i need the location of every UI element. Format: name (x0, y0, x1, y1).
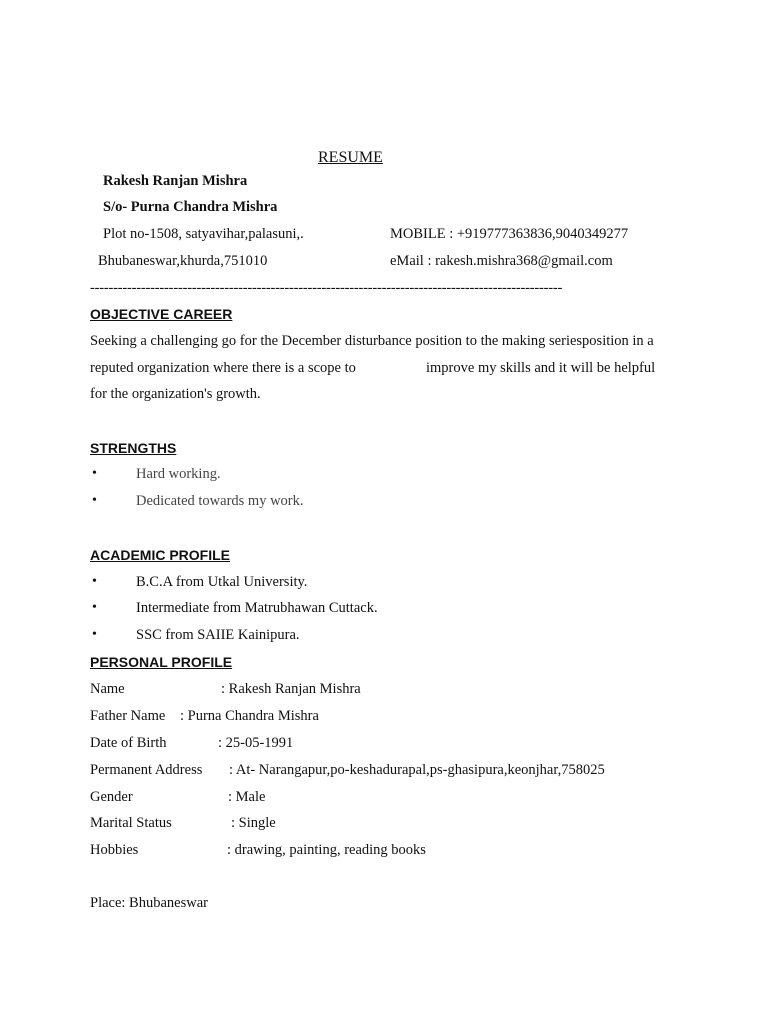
resume-title: RESUME (318, 149, 383, 166)
personal-value: : Purna Chandra Mishra (180, 708, 319, 724)
objective-line-3: for the organization's growth. (90, 386, 261, 402)
personal-label: Permanent Address (90, 762, 203, 778)
strength-item: Dedicated towards my work. (136, 493, 304, 509)
academic-item: SSC from SAIIE Kainipura. (136, 627, 300, 643)
objective-line-1: Seeking a challenging go for the December disturbance position to the making seriesposition in a (90, 333, 654, 349)
personal-value: : 25-05-1991 (218, 735, 294, 751)
strength-item: Hard working. (136, 466, 221, 482)
academic-heading: ACADEMIC PROFILE (90, 547, 230, 563)
personal-value: : At- Narangapur,po-keshadurapal,ps-ghasipura,keonjhar,758025 (229, 762, 605, 778)
objective-heading: OBJECTIVE CAREER (90, 306, 233, 322)
personal-heading: PERSONAL PROFILE (90, 654, 233, 670)
bullet-icon: • (92, 627, 97, 642)
personal-label: Date of Birth (90, 735, 167, 751)
personal-value: : Male (228, 789, 266, 805)
address-line-2: Bhubaneswar,khurda,751010 (98, 253, 268, 269)
bullet-icon: • (92, 574, 97, 589)
personal-value: : drawing, painting, reading books (227, 842, 426, 858)
candidate-name: Rakesh Ranjan Mishra (103, 173, 248, 189)
academic-item: B.C.A from Utkal University. (136, 574, 308, 590)
personal-label: Name (90, 681, 125, 697)
objective-line-2a: reputed organization where there is a scope to (90, 360, 356, 376)
personal-value: : Single (231, 815, 276, 831)
email-address: eMail : rakesh.mishra368@gmail.com (390, 253, 613, 269)
objective-line-2b: improve my skills and it will be helpful (426, 360, 656, 376)
bullet-icon: • (92, 600, 97, 615)
personal-label: Marital Status (90, 815, 172, 831)
mobile-number: MOBILE : +919777363836,9040349277 (390, 226, 629, 242)
personal-label: Hobbies (90, 842, 139, 858)
personal-label: Father Name (90, 708, 166, 724)
place-line: Place: Bhubaneswar (90, 895, 208, 911)
header-divider: ------------------------------------------------------------------------------------------------------ (90, 280, 563, 296)
parent-name: S/o- Purna Chandra Mishra (103, 199, 278, 215)
academic-item: Intermediate from Matrubhawan Cuttack. (136, 600, 378, 616)
address-line-1: Plot no-1508, satyavihar,palasuni,. (103, 226, 304, 242)
personal-value: : Rakesh Ranjan Mishra (221, 681, 361, 697)
strengths-heading: STRENGTHS (90, 440, 177, 456)
bullet-icon: • (92, 493, 97, 508)
personal-label: Gender (90, 789, 133, 805)
bullet-icon: • (92, 466, 97, 481)
